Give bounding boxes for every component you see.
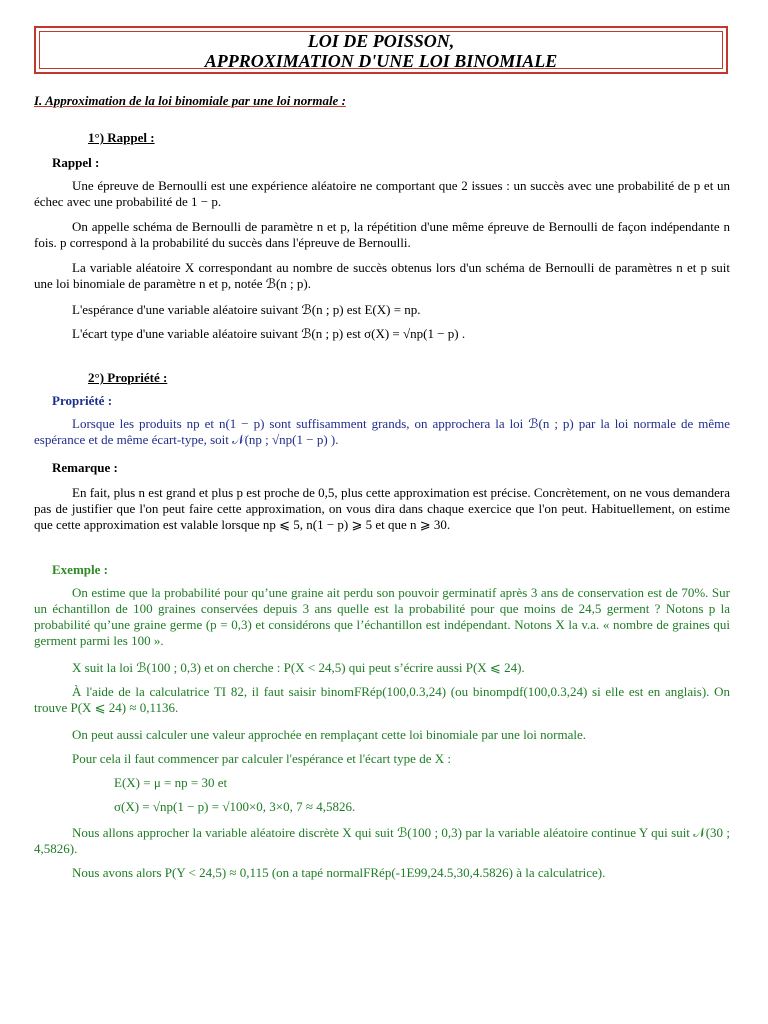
exemple-line-9: Nous avons alors P(Y < 24,5) ≈ 0,115 (on a tapé normalFRép(-1E99,24.5,30,4.5826) à la calculatrice). xyxy=(72,865,606,880)
remarque-label: Remarque : xyxy=(52,460,118,475)
exemple-line-6: E(X) = μ = np = 30 et xyxy=(114,775,228,790)
title-line-1: LOI DE POISSON, xyxy=(307,31,455,51)
exemple-line-7: σ(X) = √np(1 − p) = √100×0, 3×0, 7 ≈ 4,5826. xyxy=(114,799,356,814)
propriete-text: Lorsque les produits np et n(1 − p) sont suffisamment grands, on approchera la loi ℬ(n ; p) par la loi normale de même espérance et de même écart-type, soit 𝒩(np ; √np(1 − p) ). xyxy=(34,416,730,447)
rappel-paragraph-3: La variable aléatoire X correspondant au nombre de succès obtenus lors d'un schéma de Bernoulli de paramètres n et p suit une loi binomiale de paramètre n et p, notée ℬ(n ; p). xyxy=(34,260,730,291)
title-box xyxy=(34,26,728,74)
section-heading: I. Approximation de la loi binomiale par une loi normale : xyxy=(34,93,346,108)
rappel-heading: 1°) Rappel : xyxy=(88,130,155,145)
esperance-line: L'espérance d'une variable aléatoire suivant ℬ(n ; p) est E(X) = np. xyxy=(72,302,421,317)
propriete-label: Propriété : xyxy=(52,393,113,408)
propriete-heading: 2°) Propriété : xyxy=(88,370,168,385)
rappel-label: Rappel : xyxy=(52,155,100,170)
rappel-paragraph-1: Une épreuve de Bernoulli est une expérience aléatoire ne comportant que 2 issues : un succès avec une probabilité de p et un échec avec une probabilité de 1 − p. xyxy=(34,178,730,209)
exemple-line-5: Pour cela il faut commencer par calculer l'espérance et l'écart type de X : xyxy=(72,751,451,766)
remarque-text: En fait, plus n est grand et plus p est proche de 0,5, plus cette approximation est précise. Concrètement, on ne vous demandera pas de justifier que l'on peut faire cette approximation, on vous dira dans chaque exercice que l'on peut. Habituellement, on estime que cette approximation est valable lorsque np ⩽ 5, n(1 − p) ⩾ 5 et que n ⩾ 30. xyxy=(34,485,730,532)
exemple-line-4: On peut aussi calculer une valeur approchée en remplaçant cette loi binomiale par une loi normale. xyxy=(72,727,587,742)
exemple-paragraph-1: On estime que la probabilité pour qu’une graine ait perdu son pouvoir germinatif après 3 ans de conservation est de 70%. Sur un échantillon de 100 graines conservées depuis 3 ans quelle est la probabilité pour que moins de 24,5 germent ? Notons p la probabilité qu’une graine germe (p = 0,3) et considérons que l’échantillon est indépendant. Notons X la v.a. « nombre de graines qui germent parmi les 100 ». xyxy=(34,585,730,648)
exemple-line-2: X suit la loi ℬ(100 ; 0,3) et on cherche : P(X < 24,5) qui peut s’écrire aussi P(X ⩽ 24). xyxy=(72,660,525,675)
title-line-2: APPROXIMATION D'UNE LOI BINOMIALE xyxy=(204,51,558,71)
exemple-paragraph-3: À l'aide de la calculatrice TI 82, il faut saisir binomFRép(100,0.3,24) (ou binompdf(100,0.3,24) si elle est en anglais). On trouve P(X ⩽ 24) ≈ 0,1136. xyxy=(34,684,730,715)
exemple-label: Exemple : xyxy=(52,562,108,577)
rappel-paragraph-2: On appelle schéma de Bernoulli de paramètre n et p, la répétition d'une même épreuve de Bernoulli de façon indépendante n fois. p correspond à la probabilité du succès dans l'épreuve de Bernoulli. xyxy=(34,219,730,250)
exemple-paragraph-8: Nous allons approcher la variable aléatoire discrète X qui suit ℬ(100 ; 0,3) par la variable aléatoire continue Y qui suit 𝒩(30 ; 4,5826). xyxy=(34,825,730,856)
ecart-type-line: L'écart type d'une variable aléatoire suivant ℬ(n ; p) est σ(X) = √np(1 − p) . xyxy=(72,326,466,341)
